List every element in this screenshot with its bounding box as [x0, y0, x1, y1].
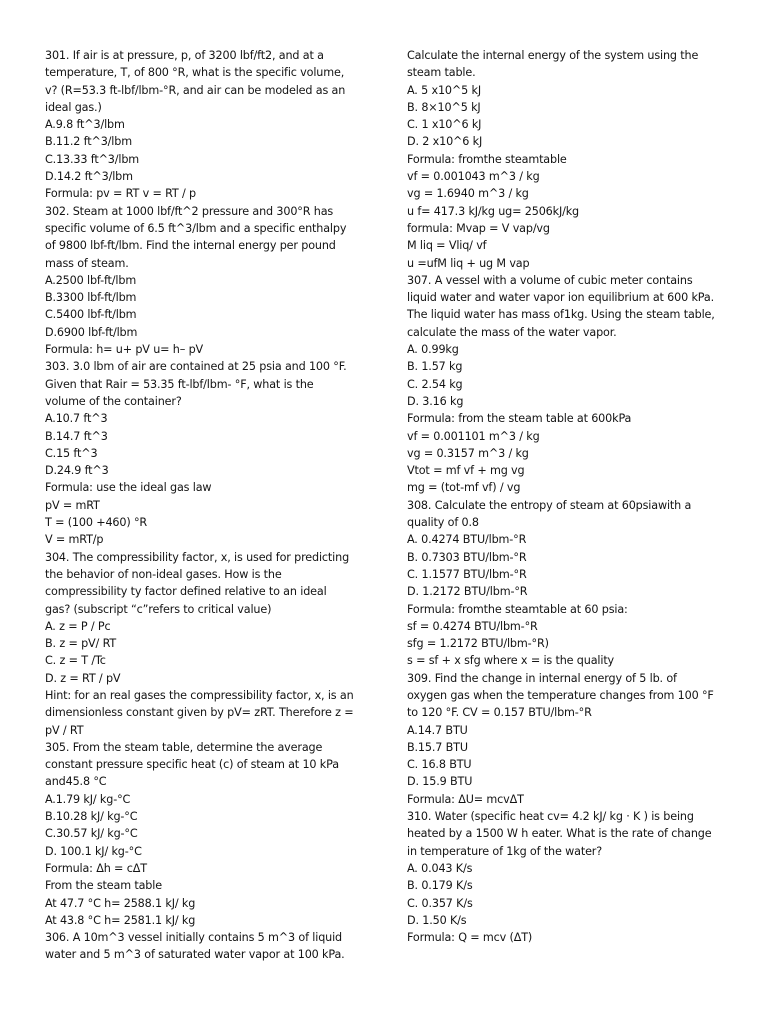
left-column-text-line: D.24.9 ft^3: [45, 464, 109, 478]
right-column-text-line: s = sf + x sfg where x = is the quality: [407, 654, 615, 668]
right-column-text-line: D. 15.9 BTU: [407, 775, 473, 789]
left-text-column: [45, 47, 367, 964]
left-column-text-line: pV = mRT: [45, 498, 100, 512]
right-column-text-line: 310. Water (specific heat cv= 4.2 kJ/ kg · K ) is being: [407, 810, 694, 824]
right-column-text-line: formula: Mvap = V vap/vg: [407, 221, 550, 235]
right-column-text-line: Formula: ΔU= mcvΔT: [407, 792, 524, 806]
right-column-text-line: A. 0.99kg: [407, 343, 459, 357]
left-column-text-line: the behavior of non-ideal gases. How is the: [45, 567, 282, 581]
left-column-text-line: At 47.7 °C h= 2588.1 kJ/ kg: [45, 896, 196, 910]
left-column-text-line: Given that Rair = 53.35 ft-lbf/lbm- °F, what is the: [45, 377, 314, 391]
right-column-text-line: B. 1.57 kg: [407, 360, 463, 374]
left-column-text-line: D. z = RT / pV: [45, 671, 121, 685]
left-column-text-line: Formula: h= u+ pV u= h– pV: [45, 343, 204, 357]
left-column-text-line: B. z = pV/ RT: [45, 637, 117, 651]
left-column-text-line: 303. 3.0 lbm of air are contained at 25 psia and 100 °F.: [45, 360, 347, 374]
right-column-text-line: A. 0.043 K/s: [407, 861, 473, 875]
right-column-text-line: u =ufM liq + ug M vap: [407, 256, 530, 270]
right-column-text-line: Calculate the internal energy of the system using the: [407, 49, 699, 62]
left-column-text-line: At 43.8 °C h= 2581.1 kJ/ kg: [45, 913, 196, 927]
left-column-text-line: B.11.2 ft^3/lbm: [45, 135, 132, 149]
left-column-text-line: From the steam table: [45, 879, 162, 893]
right-column-text-line: liquid water and water vapor ion equilibrium at 600 kPa.: [407, 291, 715, 305]
left-column-text-line: A. z = P / Pc: [45, 619, 111, 633]
right-column-text-line: vg = 0.3157 m^3 / kg: [407, 446, 529, 460]
left-column-text-line: C.5400 lbf-ft/lbm: [45, 308, 137, 322]
left-column-text-line: Formula: pv = RT v = RT / p: [45, 187, 196, 201]
right-column-text-line: C. 0.357 K/s: [407, 896, 473, 910]
left-column-text-line: 305. From the steam table, determine the average: [45, 740, 323, 754]
left-column-text-line: 302. Steam at 1000 lbf/ft^2 pressure and 300°R has: [45, 204, 334, 218]
right-column-text-line: Formula: fromthe steamtable at 60 psia:: [407, 602, 628, 616]
left-column-text-line: water and 5 m^3 of saturated water vapor at 100 kPa.: [45, 948, 345, 962]
left-column-text-line: Formula: Δh = cΔT: [45, 861, 147, 875]
right-column-text-line: heated by a 1500 W h eater. What is the rate of change: [407, 827, 712, 841]
right-column-text-line: 308. Calculate the entropy of steam at 60psiawith a: [407, 498, 692, 512]
left-column-text-line: D. 100.1 kJ/ kg-°C: [45, 844, 142, 858]
left-column-text-line: A.9.8 ft^3/lbm: [45, 118, 125, 132]
left-column-text-line: A.2500 lbf-ft/lbm: [45, 273, 137, 287]
left-column-text-line: Hint: for an real gases the compressibility factor, x, is an: [45, 688, 354, 702]
right-column-text-line: Formula: fromthe steamtable: [407, 152, 567, 166]
right-column-text-line: B.15.7 BTU: [407, 740, 468, 754]
left-column-text-line: of 9800 lbf-ft/lbm. Find the internal energy per pound: [45, 239, 336, 253]
right-column-text-line: Formula: Q = mcv (ΔT): [407, 931, 533, 945]
left-column-text-line: gas? (subscript “c”refers to critical value): [45, 602, 272, 616]
left-column-text-line: constant pressure specific heat (c) of steam at 10 kPa: [45, 758, 339, 772]
left-column-text-line: C.15 ft^3: [45, 446, 98, 460]
right-column-text-line: sf = 0.4274 BTU/lbm-°R: [407, 619, 538, 633]
left-column-text-line: 304. The compressibility factor, x, is used for predicting: [45, 550, 350, 564]
right-column-text-line: D. 1.50 K/s: [407, 913, 467, 927]
right-column-text-line: sfg = 1.2172 BTU/lbm-°R): [407, 637, 549, 651]
left-column-text-line: Formula: use the ideal gas law: [45, 481, 212, 495]
left-column-text-line: A.10.7 ft^3: [45, 412, 108, 426]
left-column-text-line: B.10.28 kJ/ kg-°C: [45, 810, 138, 824]
right-column-text-line: A. 0.4274 BTU/lbm-°R: [407, 533, 527, 547]
right-column-text-line: C. 1 x10^6 kJ: [407, 118, 482, 132]
right-column-text-line: u f= 417.3 kJ/kg ug= 2506kJ/kg: [407, 204, 580, 218]
right-column-text-line: M liq = Vliq/ vf: [407, 239, 487, 253]
right-column-text-line: D. 3.16 kg: [407, 394, 464, 408]
right-column-text-line: C. 2.54 kg: [407, 377, 463, 391]
right-column-text-line: Vtot = mf vf + mg vg: [407, 464, 525, 478]
left-column-text-line: v? (R=53.3 ft-lbf/lbm-°R, and air can be modeled as an: [45, 83, 346, 97]
right-column-text-line: The liquid water has mass of1kg. Using the steam table,: [407, 308, 715, 322]
left-column-text-line: V = mRT/p: [45, 533, 104, 547]
left-column-text-line: T = (100 +460) °R: [45, 516, 148, 530]
right-column-text-line: 307. A vessel with a volume of cubic meter contains: [407, 273, 693, 287]
left-column-text-line: specific volume of 6.5 ft^3/lbm and a specific enthalpy: [45, 221, 347, 235]
left-column-text-line: pV / RT: [45, 723, 84, 737]
right-column-text-line: steam table.: [407, 66, 476, 80]
right-column-text-line: B. 8×10^5 kJ: [407, 100, 481, 114]
right-column-text-line: D. 1.2172 BTU/lbm-°R: [407, 585, 528, 599]
right-column-text-line: D. 2 x10^6 kJ: [407, 135, 483, 149]
right-column-text-line: mg = (tot-mf vf) / vg: [407, 481, 521, 495]
left-column-text-line: C. z = T /Tc: [45, 654, 106, 668]
left-column-text-line: B.14.7 ft^3: [45, 429, 108, 443]
right-column-text-line: vg = 1.6940 m^3 / kg: [407, 187, 529, 201]
right-column-text-line: A. 5 x10^5 kJ: [407, 83, 481, 97]
right-column-text-line: vf = 0.001043 m^3 / kg: [407, 170, 540, 184]
left-column-text-line: 301. If air is at pressure, p, of 3200 lbf/ft2, and at a: [45, 49, 324, 62]
left-column-text-line: C.13.33 ft^3/lbm: [45, 152, 140, 166]
right-column-text-line: C. 16.8 BTU: [407, 758, 472, 772]
left-column-text-line: volume of the container?: [45, 394, 182, 408]
left-column-text-line: and45.8 °C: [45, 775, 107, 789]
right-column-text-line: in temperature of 1kg of the water?: [407, 844, 603, 858]
left-column-text-line: compressibility ty factor defined relative to an ideal: [45, 585, 327, 599]
right-column-text-line: vf = 0.001101 m^3 / kg: [407, 429, 540, 443]
right-column-text-line: C. 1.1577 BTU/lbm-°R: [407, 567, 527, 581]
right-column-text-line: oxygen gas when the temperature changes from 100 °F: [407, 688, 714, 702]
left-column-text-line: mass of steam.: [45, 256, 129, 270]
right-text-column: [407, 47, 729, 946]
left-column-text-line: C.30.57 kJ/ kg-°C: [45, 827, 138, 841]
right-column-text-line: quality of 0.8: [407, 516, 479, 530]
right-column-text-line: Formula: from the steam table at 600kPa: [407, 412, 632, 426]
left-column-text-line: 306. A 10m^3 vessel initially contains 5 m^3 of liquid: [45, 931, 343, 945]
left-column-text-line: temperature, T, of 800 °R, what is the specific volume,: [45, 66, 345, 80]
left-column-text-line: B.3300 lbf-ft/lbm: [45, 291, 137, 305]
left-column-text-line: D.14.2 ft^3/lbm: [45, 170, 133, 184]
right-column-text-line: 309. Find the change in internal energy of 5 lb. of: [407, 671, 677, 685]
right-column-text-line: calculate the mass of the water vapor.: [407, 325, 617, 339]
right-column-text-line: B. 0.7303 BTU/lbm-°R: [407, 550, 527, 564]
left-column-text-line: dimensionless constant given by pV= zRT. Therefore z =: [45, 706, 354, 720]
right-column-text-line: B. 0.179 K/s: [407, 879, 473, 893]
left-column-text-line: ideal gas.): [45, 100, 102, 114]
right-column-text-line: A.14.7 BTU: [407, 723, 468, 737]
left-column-text-line: D.6900 lbf-ft/lbm: [45, 325, 138, 339]
left-column-text-line: A.1.79 kJ/ kg-°C: [45, 792, 131, 806]
right-column-text-line: to 120 °F. CV = 0.157 BTU/lbm-°R: [407, 706, 592, 720]
